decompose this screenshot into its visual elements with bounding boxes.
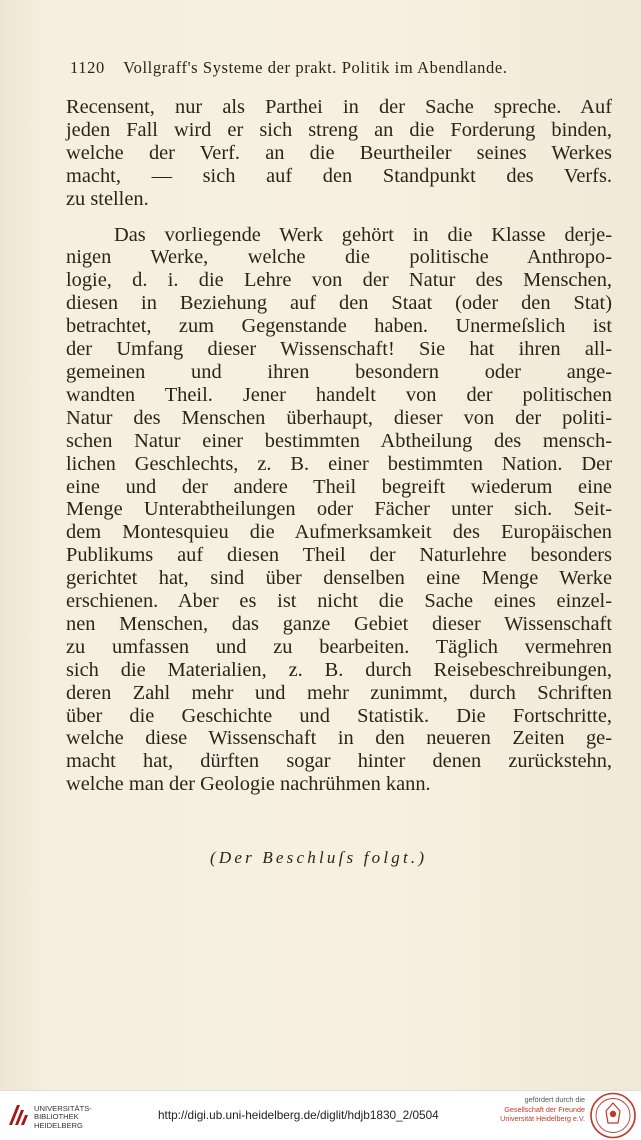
text-line: nen Menschen, das ganze Gebiet dieser Wissenschaft — [66, 612, 612, 635]
library-name-line: BIBLIOTHEK — [34, 1112, 79, 1122]
digitization-footer — [0, 1090, 641, 1140]
sponsor-credit — [475, 1095, 585, 1124]
text-line: eine und der andere Theil begreift wiederum eine — [66, 475, 612, 498]
text-line: welche diese Wissenschaft in den neueren Zeiten ge- — [66, 727, 612, 750]
text-line: schen Natur einer bestimmten Abtheilung des mensch- — [66, 429, 612, 452]
permalink-url[interactable]: http://digi.ub.uni-heidelberg.de/diglit/hdjb1830_2/0504 — [158, 1108, 439, 1122]
text-line: welche man der Geologie nachrühmen kann. — [66, 773, 431, 796]
library-name-line: HEIDELBERG — [34, 1120, 83, 1130]
page-number: 1120 — [70, 58, 105, 77]
text-line: Publikums auf diesen Theil der Naturlehre besonders — [66, 544, 612, 567]
library-name — [34, 1105, 92, 1130]
text-line: welche der Verf. an die Beurtheiler seines Werkes — [66, 141, 612, 164]
paragraph — [66, 224, 612, 797]
text-line: macht, — sich auf den Standpunkt des Verfs. — [66, 164, 612, 187]
library-logo-icon — [6, 1101, 30, 1127]
continuation-note: (Der Beschluſs folgt.) — [210, 848, 428, 867]
text-line: über die Geschichte und Statistik. Die Fortschritte, — [66, 704, 612, 727]
text-line: Natur des Menschen überhaupt, dieser von der politi- — [66, 406, 612, 429]
text-line: gemeinen und ihren besondern oder ange- — [66, 360, 612, 383]
text-line: gerichtet hat, sind über denselben eine Menge Werke — [66, 567, 612, 590]
text-line: jeden Fall wird er sich streng an die Forderung binden, — [66, 118, 612, 141]
text-line: der Umfang dieser Wissenschaft! Sie hat ihren all- — [66, 338, 612, 361]
text-line: macht hat, dürften sogar hinter denen zurückstehn, — [66, 750, 612, 773]
sponsor-org-line: Universität Heidelberg e.V. — [500, 1114, 585, 1124]
running-header — [70, 58, 590, 78]
text-line: wandten Theil. Jener handelt von der politischen — [66, 383, 612, 406]
text-line: erschienen. Aber es ist nicht die Sache eines einzel- — [66, 590, 612, 613]
text-line: Recensent, nur als Parthei in der Sache spreche. Auf — [66, 96, 612, 118]
text-line: sich die Materialien, z. B. durch Reisebeschreibungen, — [66, 658, 612, 681]
text-line: zu umfassen und zu bearbeiten. Täglich vermehren — [66, 635, 612, 658]
library-name-line: UNIVERSITÄTS- — [34, 1104, 92, 1113]
text-line: dem Montesquieu die Aufmerksamkeit des Europäischen — [66, 521, 612, 544]
text-line: Menge Unterabtheilungen oder Fächer unter sich. Seit- — [66, 498, 612, 521]
body-text — [66, 96, 612, 796]
text-line: lichen Geschlechts, z. B. einer bestimmten Nation. Der — [66, 452, 612, 475]
running-title: Vollgraff's Systeme der prakt. Politik im Abendlande. — [123, 58, 508, 77]
text-line: nigen Werke, welche die politische Anthropo- — [66, 246, 612, 269]
sponsor-intro: gefördert durch die — [524, 1095, 585, 1104]
text-line: diesen in Beziehung auf den Staat (oder den Stat) — [66, 292, 612, 315]
text-line: betrachtet, zum Gegenstande haben. Unermeſslich ist — [66, 315, 612, 338]
text-line: Das vorliegende Werk gehört in die Klasse derje- — [114, 223, 612, 246]
text-line: zu stellen. — [66, 187, 149, 210]
university-seal-icon — [589, 1092, 637, 1139]
text-line: logie, d. i. die Lehre von der Natur des Menschen, — [66, 269, 612, 292]
sponsor-org-line: Gesellschaft der Freunde — [504, 1104, 585, 1114]
text-line: deren Zahl mehr und mehr zunimmt, durch Schriften — [66, 681, 612, 704]
paragraph — [66, 96, 612, 211]
